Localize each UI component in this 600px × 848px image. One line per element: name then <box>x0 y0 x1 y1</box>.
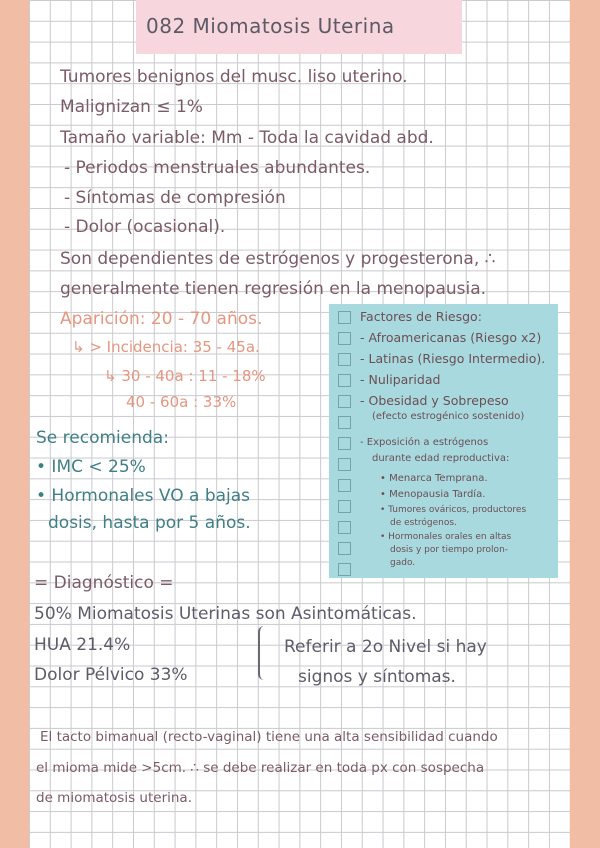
checkbox-10[interactable] <box>338 500 351 513</box>
diagnostico-line-1: 50% Miomatosis Uterinas son Asintomáticas. <box>34 604 417 624</box>
checkbox-12[interactable] <box>338 542 351 555</box>
risk-subitem-1: • Menarca Temprana. <box>380 473 488 484</box>
recomienda-heading: Se recomienda: <box>36 428 169 448</box>
referir-line-2: signos y síntomas. <box>298 667 456 687</box>
risk-subitem-2: • Menopausia Tardía. <box>380 489 486 500</box>
diagnostico-line-3: Dolor Pélvico 33% <box>34 665 188 685</box>
risk-subitem-3: • Tumores ováricos, productores <box>380 505 527 515</box>
risk-subitem-4: • Hormonales orales en altas <box>380 532 512 542</box>
checkbox-8[interactable] <box>338 458 351 471</box>
recomienda-item-1: • IMC < 25% <box>36 457 146 477</box>
aparicion-range-1: ↳ 30 - 40a : 11 - 18% <box>104 367 266 385</box>
risk-item-5: - Exposición a estrógenos <box>360 437 489 448</box>
recomienda-item-2: • Hormonales VO a bajas <box>36 486 251 506</box>
intro-line-6: - Dolor (ocasional). <box>64 217 226 237</box>
checkbox-3[interactable] <box>338 353 351 366</box>
risk-factors-title: Factores de Riesgo: <box>360 309 482 324</box>
checkbox-11[interactable] <box>338 521 351 534</box>
intro-line-2: Malignizan ≤ 1% <box>60 97 203 117</box>
checkbox-2[interactable] <box>338 332 351 345</box>
intro-line-4: - Periodos menstruales abundantes. <box>64 158 371 178</box>
checkbox-5[interactable] <box>338 395 351 408</box>
risk-item-4: - Obesidad y Sobrepeso <box>360 393 509 408</box>
checkbox-13[interactable] <box>338 563 351 576</box>
risk-subitem-3-detail: de estrógenos. <box>390 518 457 528</box>
risk-item-1: - Afroamericanas (Riesgo x2) <box>360 330 542 345</box>
page-title: 082 Miomatosis Uterina <box>146 14 395 38</box>
tacto-line-3: de miomatosis uterina. <box>36 790 192 806</box>
risk-item-4-detail: (efecto estrogénico sostenido) <box>372 411 525 422</box>
diagnostico-heading: = Diagnóstico = <box>34 573 174 593</box>
intro-line-5: - Síntomas de compresión <box>64 188 286 208</box>
risk-item-5-detail: durante edad reproductiva: <box>372 453 510 464</box>
risk-item-3: - Nuliparidad <box>360 372 441 387</box>
tacto-line-1: El tacto bimanual (recto-vaginal) tiene una alta sensibilidad cuando <box>40 729 498 745</box>
risk-subitem-4-detail: dosis y por tiempo prolon- <box>390 545 509 555</box>
checkbox-9[interactable] <box>338 479 351 492</box>
checkbox-7[interactable] <box>338 437 351 450</box>
aparicion-incidencia: ↳ > Incidencia: 35 - 45a. <box>72 338 260 356</box>
risk-item-2: - Latinas (Riesgo Intermedio). <box>360 351 546 366</box>
aparicion-range-2: 40 - 60a : 33% <box>126 393 237 411</box>
recomienda-item-2-cont: dosis, hasta por 5 años. <box>48 513 251 533</box>
checkbox-4[interactable] <box>338 374 351 387</box>
risk-subitem-4-end: gado. <box>390 558 416 568</box>
intro-line-3: Tamaño variable: Mm - Toda la cavidad abd. <box>60 128 434 148</box>
checkbox-1[interactable] <box>338 311 351 324</box>
intro-line-1: Tumores benignos del musc. liso uterino. <box>60 67 408 87</box>
curly-brace <box>258 626 272 680</box>
referir-line-1: Referir a 2o Nivel si hay <box>284 637 487 657</box>
aparicion-heading: Aparición: 20 - 70 años. <box>60 309 263 329</box>
checkbox-6[interactable] <box>338 416 351 429</box>
intro-line-8: generalmente tienen regresión en la menopausia. <box>60 279 487 299</box>
diagnostico-line-2: HUA 21.4% <box>34 635 131 655</box>
intro-line-7: Son dependientes de estrógenos y progesterona, ∴ <box>60 249 496 269</box>
tacto-line-2: el mioma mide >5cm. ∴ se debe realizar en toda px con sospecha <box>36 760 485 776</box>
